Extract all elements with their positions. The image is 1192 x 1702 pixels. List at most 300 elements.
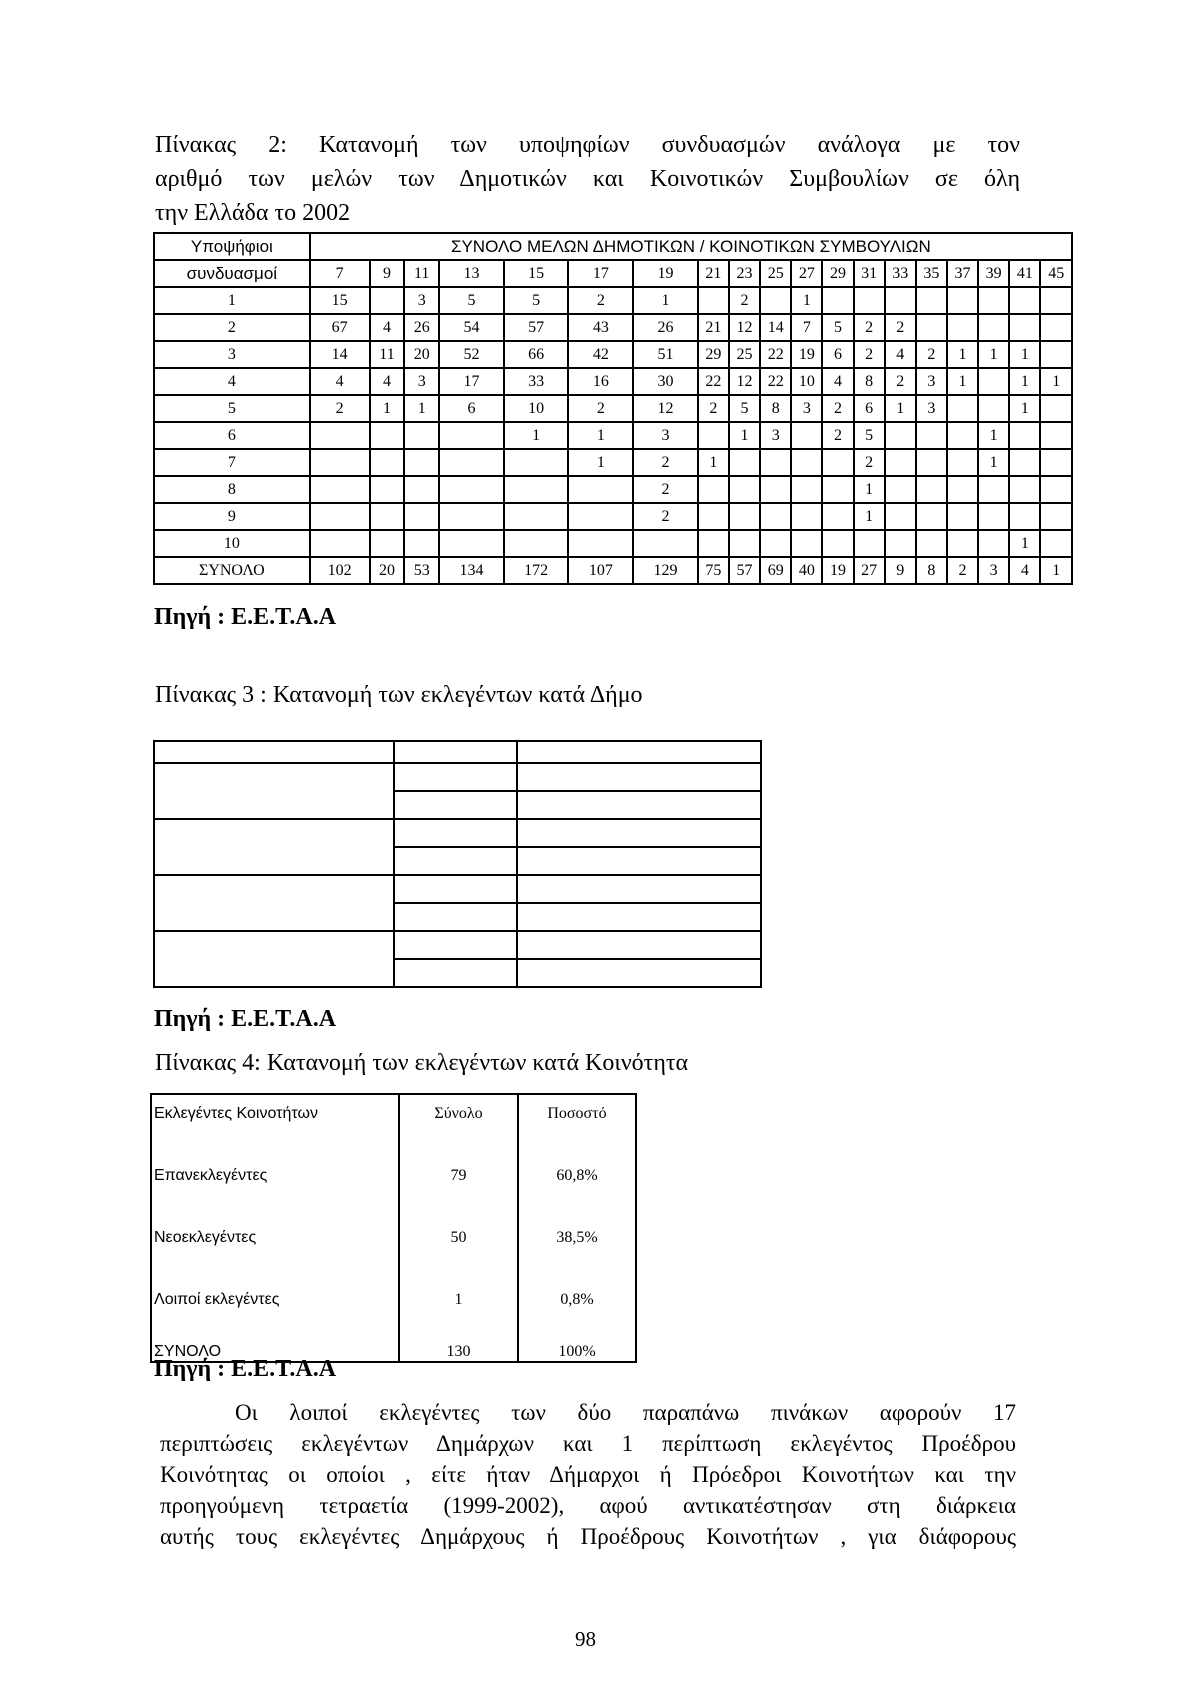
table-cell: 4 — [1009, 557, 1040, 584]
column-header: 11 — [404, 260, 439, 287]
table-row — [154, 557, 1072, 584]
table-cell: 1 — [504, 422, 569, 449]
table-cell — [978, 476, 1009, 503]
table-row — [154, 530, 1072, 557]
table-cell: 14 — [310, 341, 370, 368]
table-cell: 1 — [1040, 557, 1072, 584]
table-cell: 2 — [947, 557, 978, 584]
table-cell: 12 — [729, 314, 760, 341]
table-cell — [1009, 314, 1040, 341]
column-header: 19 — [633, 260, 698, 287]
table-cell: 5 — [439, 287, 504, 314]
table-cell — [439, 422, 504, 449]
table-cell: 4 — [822, 368, 853, 395]
table-row — [154, 368, 1072, 395]
table-cell: 1 — [1040, 368, 1072, 395]
table-cell: 1 — [1009, 395, 1040, 422]
table-cell — [1040, 530, 1072, 557]
table-cell: 3 — [760, 422, 791, 449]
table-cell — [791, 476, 822, 503]
table-cell: 6 — [439, 395, 504, 422]
table-cell: 172 — [504, 557, 569, 584]
table4-cell: 60,8% — [518, 1123, 636, 1185]
table-cell — [439, 503, 504, 530]
table-cell: 3 — [916, 395, 947, 422]
row-header-bottom: συνδυασμοί — [154, 260, 310, 287]
table-cell: 75 — [698, 557, 729, 584]
table2-source: Πηγή : Ε.Ε.Τ.Α.Α — [154, 604, 337, 630]
table-cell — [404, 449, 439, 476]
table-cell — [568, 503, 633, 530]
table-cell — [729, 530, 760, 557]
table-cell — [885, 476, 916, 503]
table-cell: 20 — [404, 341, 439, 368]
row-label: 3 — [154, 341, 310, 368]
table-cell: 57 — [504, 314, 569, 341]
table-cell — [1009, 476, 1040, 503]
table-cell — [633, 530, 698, 557]
table-cell — [370, 449, 405, 476]
table4-cell: Λοιποί εκλεγέντες — [151, 1247, 399, 1309]
table-cell — [1040, 341, 1072, 368]
table-cell — [698, 503, 729, 530]
table-cell — [310, 449, 370, 476]
table-cell — [568, 530, 633, 557]
column-header: 41 — [1009, 260, 1040, 287]
table-cell — [394, 819, 517, 847]
table-cell — [154, 819, 394, 875]
column-header: 33 — [885, 260, 916, 287]
column-header: 39 — [978, 260, 1009, 287]
table-cell — [916, 314, 947, 341]
table4 — [150, 1093, 637, 1363]
table-cell: 1 — [568, 422, 633, 449]
table-cell: 3 — [633, 422, 698, 449]
table-cell — [978, 395, 1009, 422]
table-cell — [504, 530, 569, 557]
table-cell — [370, 422, 405, 449]
table-cell — [1040, 476, 1072, 503]
table-cell: 2 — [698, 395, 729, 422]
table-cell: 3 — [916, 368, 947, 395]
table-cell — [1040, 395, 1072, 422]
table-cell — [370, 503, 405, 530]
table-cell: 2 — [854, 314, 885, 341]
table-cell: 3 — [404, 287, 439, 314]
table-cell — [760, 530, 791, 557]
table-cell: 51 — [633, 341, 698, 368]
table-cell — [978, 368, 1009, 395]
table-cell: 1 — [568, 449, 633, 476]
table-cell: 4 — [310, 368, 370, 395]
table-cell — [760, 503, 791, 530]
table-cell: 8 — [854, 368, 885, 395]
table4-cell: 50 — [399, 1185, 518, 1247]
row-label: 8 — [154, 476, 310, 503]
table-cell: 66 — [504, 341, 569, 368]
table-cell — [947, 314, 978, 341]
table2-caption — [155, 128, 1020, 230]
table-cell: 19 — [791, 341, 822, 368]
table-cell: 2 — [854, 449, 885, 476]
column-header: 37 — [947, 260, 978, 287]
table-cell — [439, 476, 504, 503]
table-cell — [504, 503, 569, 530]
table-cell: 1 — [633, 287, 698, 314]
table-cell: 6 — [822, 341, 853, 368]
table-cell — [760, 476, 791, 503]
table-cell — [404, 476, 439, 503]
table-cell: 22 — [698, 368, 729, 395]
table-cell: 69 — [760, 557, 791, 584]
table-cell: 3 — [978, 557, 1009, 584]
table4-header: Σύνολο — [399, 1094, 518, 1123]
table-cell — [504, 449, 569, 476]
table-cell: 30 — [633, 368, 698, 395]
column-header: 27 — [791, 260, 822, 287]
table-cell: 2 — [568, 287, 633, 314]
page-number: 98 — [575, 1627, 596, 1651]
table-cell: 54 — [439, 314, 504, 341]
table-cell: 17 — [439, 368, 504, 395]
table-cell — [947, 530, 978, 557]
column-header: 31 — [854, 260, 885, 287]
column-header: 15 — [504, 260, 569, 287]
table-cell — [154, 931, 394, 987]
table-cell: 26 — [404, 314, 439, 341]
table-cell — [394, 741, 517, 763]
table-cell: 12 — [633, 395, 698, 422]
table-cell: 12 — [729, 368, 760, 395]
table-row — [154, 287, 1072, 314]
table-cell — [517, 763, 761, 791]
table-cell: 2 — [854, 341, 885, 368]
table3 — [153, 740, 762, 988]
table-cell — [916, 530, 947, 557]
paragraph-line: αυτής τους εκλεγέντες Δημάρχους ή Προέδρους Κοινοτήτων , για διάφορους — [160, 1524, 1016, 1549]
table-cell — [394, 791, 517, 819]
table-row — [154, 503, 1072, 530]
table4-cell: Επανεκλεγέντες — [151, 1123, 399, 1185]
table-cell — [404, 503, 439, 530]
table-cell — [760, 449, 791, 476]
table-cell: 1 — [854, 476, 885, 503]
table-cell: 4 — [370, 368, 405, 395]
table-cell: 134 — [439, 557, 504, 584]
table-cell: 1 — [854, 503, 885, 530]
table-cell — [310, 476, 370, 503]
table-cell: 2 — [885, 314, 916, 341]
table-cell — [1009, 422, 1040, 449]
row-label: 2 — [154, 314, 310, 341]
table-cell — [978, 287, 1009, 314]
table-cell: 53 — [404, 557, 439, 584]
table-row — [154, 449, 1072, 476]
table-cell: 11 — [370, 341, 405, 368]
table-cell — [517, 959, 761, 987]
table-cell — [822, 476, 853, 503]
table-cell — [885, 422, 916, 449]
table-cell — [916, 287, 947, 314]
column-header: 35 — [916, 260, 947, 287]
table-cell: 2 — [885, 368, 916, 395]
table2 — [153, 232, 1073, 585]
table-cell: 14 — [760, 314, 791, 341]
table-cell: 1 — [978, 449, 1009, 476]
table-row — [154, 314, 1072, 341]
table4-cell: Νεοεκλεγέντες — [151, 1185, 399, 1247]
table-cell: 1 — [370, 395, 405, 422]
table-cell — [154, 875, 394, 931]
table-cell: 2 — [633, 449, 698, 476]
table-cell — [791, 503, 822, 530]
column-header: 23 — [729, 260, 760, 287]
table-cell: 5 — [729, 395, 760, 422]
row-label: 5 — [154, 395, 310, 422]
table-cell: 33 — [504, 368, 569, 395]
column-header: 45 — [1040, 260, 1072, 287]
table3-source: Πηγή : Ε.Ε.Τ.Α.Α — [154, 1006, 337, 1032]
table4-header: Ποσοστό — [518, 1094, 636, 1123]
table-cell — [791, 449, 822, 476]
table-cell — [370, 476, 405, 503]
table-cell: 21 — [698, 314, 729, 341]
table-cell — [885, 530, 916, 557]
table-cell: 3 — [404, 368, 439, 395]
table4-cell: 1 — [399, 1247, 518, 1309]
table-cell: 1 — [404, 395, 439, 422]
paragraph-line: προηγούμενη τετραετία (1999-2002), αφού αντικατέστησαν στη διάρκεια — [160, 1493, 1016, 1518]
table-cell — [978, 530, 1009, 557]
table-cell — [1040, 287, 1072, 314]
table-cell: 22 — [760, 368, 791, 395]
table-cell — [154, 763, 394, 819]
table-cell: 19 — [822, 557, 853, 584]
table-cell: 8 — [760, 395, 791, 422]
table-cell — [916, 476, 947, 503]
table-cell: 1 — [1009, 368, 1040, 395]
table-cell — [517, 931, 761, 959]
table-cell — [698, 476, 729, 503]
table-cell: 3 — [791, 395, 822, 422]
table-cell — [394, 959, 517, 987]
caption-line: Πίνακας 2: Κατανομή των υποψηφίων συνδυασμών ανάλογα με τον — [155, 132, 1020, 158]
table-cell — [394, 763, 517, 791]
table-cell: 2 — [729, 287, 760, 314]
table4-cell: 79 — [399, 1123, 518, 1185]
table-cell — [947, 503, 978, 530]
table-cell: 25 — [729, 341, 760, 368]
table-cell: 67 — [310, 314, 370, 341]
table-cell: 6 — [854, 395, 885, 422]
table-cell: 1 — [791, 287, 822, 314]
table-cell — [517, 903, 761, 931]
table-cell: 129 — [633, 557, 698, 584]
table-cell: 4 — [885, 341, 916, 368]
table-cell: 5 — [822, 314, 853, 341]
table-cell — [310, 422, 370, 449]
column-header: 29 — [822, 260, 853, 287]
table-cell — [978, 503, 1009, 530]
table-cell — [916, 422, 947, 449]
table-cell — [698, 287, 729, 314]
table-cell — [947, 449, 978, 476]
table-cell: 2 — [916, 341, 947, 368]
column-header: 17 — [568, 260, 633, 287]
table-cell: 52 — [439, 341, 504, 368]
table-cell: 2 — [822, 422, 853, 449]
group-header: ΣΥΝΟΛΟ ΜΕΛΩΝ ΔΗΜΟΤΙΚΩΝ / ΚΟΙΝΟΤΙΚΩΝ ΣΥΜΒΟΥΛΙΩΝ — [310, 233, 1072, 260]
table-cell: 1 — [947, 368, 978, 395]
table-cell — [822, 449, 853, 476]
table-cell: 16 — [568, 368, 633, 395]
table-cell — [1009, 449, 1040, 476]
table-cell — [1009, 287, 1040, 314]
table-cell — [822, 530, 853, 557]
table4-source: Πηγή : Ε.Ε.Τ.Α.Α — [154, 1356, 337, 1382]
table-cell — [916, 503, 947, 530]
table-cell — [947, 395, 978, 422]
table-cell: 2 — [568, 395, 633, 422]
column-header: 9 — [370, 260, 405, 287]
table-row — [154, 476, 1072, 503]
table-cell — [504, 476, 569, 503]
row-label: 1 — [154, 287, 310, 314]
table-cell: 102 — [310, 557, 370, 584]
table-cell: 2 — [822, 395, 853, 422]
table-cell: 1 — [978, 341, 1009, 368]
table-cell: 42 — [568, 341, 633, 368]
table-cell — [885, 449, 916, 476]
table4-cell: 100% — [518, 1309, 636, 1362]
table-cell — [394, 847, 517, 875]
table-cell — [822, 287, 853, 314]
table4-header: Εκλεγέντες Κοινοτήτων — [151, 1094, 399, 1123]
table-cell — [568, 476, 633, 503]
table-cell — [791, 530, 822, 557]
table-cell: 1 — [978, 422, 1009, 449]
caption-line: αριθμό των μελών των Δημοτικών και Κοινοτικών Συμβουλίων σε όλη — [155, 166, 1020, 192]
row-label: 10 — [154, 530, 310, 557]
table-cell — [370, 530, 405, 557]
column-header: 7 — [310, 260, 370, 287]
table-cell: 1 — [729, 422, 760, 449]
table-cell — [394, 903, 517, 931]
table-cell — [310, 503, 370, 530]
table-cell — [1009, 503, 1040, 530]
table4-cell: 130 — [399, 1309, 518, 1362]
paragraph-line: περιπτώσεις εκλεγέντων Δημάρχων και 1 περίπτωση εκλεγέντος Προέδρου — [160, 1431, 1016, 1456]
table-cell — [698, 530, 729, 557]
row-label: 6 — [154, 422, 310, 449]
table-cell — [394, 875, 517, 903]
table3-caption: Πίνακας 3 : Κατανομή των εκλεγέντων κατά Δήμο — [155, 682, 643, 708]
table-cell: 107 — [568, 557, 633, 584]
table-cell: 2 — [310, 395, 370, 422]
table-cell — [1040, 422, 1072, 449]
row-label: ΣΥΝΟΛΟ — [154, 557, 310, 584]
row-label: 7 — [154, 449, 310, 476]
table-cell: 1 — [1009, 530, 1040, 557]
table-cell: 15 — [310, 287, 370, 314]
table-cell — [791, 422, 822, 449]
table-cell: 20 — [370, 557, 405, 584]
table-cell: 5 — [504, 287, 569, 314]
table-cell: 57 — [729, 557, 760, 584]
table-cell — [1040, 314, 1072, 341]
table-cell — [517, 791, 761, 819]
table-cell — [760, 287, 791, 314]
column-header: 21 — [698, 260, 729, 287]
paragraph-line: Οι λοιποί εκλεγέντες των δύο παραπάνω πινάκων αφορούν 17 — [235, 1400, 1016, 1425]
table-cell: 22 — [760, 341, 791, 368]
table4-cell: 38,5% — [518, 1185, 636, 1247]
table-cell — [729, 503, 760, 530]
column-header: 25 — [760, 260, 791, 287]
table-cell: 1 — [698, 449, 729, 476]
table-cell — [404, 422, 439, 449]
table-cell: 5 — [854, 422, 885, 449]
table-cell: 40 — [791, 557, 822, 584]
table-cell: 7 — [791, 314, 822, 341]
table-cell — [439, 449, 504, 476]
table-cell: 26 — [633, 314, 698, 341]
table-row — [154, 341, 1072, 368]
table-cell — [1040, 449, 1072, 476]
table-cell: 10 — [791, 368, 822, 395]
caption-line: την Ελλάδα το 2002 — [155, 200, 351, 226]
column-header: 13 — [439, 260, 504, 287]
table-cell — [517, 875, 761, 903]
table-cell — [947, 287, 978, 314]
table4-caption: Πίνακας 4: Κατανομή των εκλεγέντων κατά Κοινότητα — [155, 1050, 689, 1076]
table-cell — [885, 287, 916, 314]
table-cell — [947, 476, 978, 503]
table-cell — [370, 287, 405, 314]
table4-cell: 0,8% — [518, 1247, 636, 1309]
table-cell — [916, 449, 947, 476]
table-cell — [1040, 503, 1072, 530]
table-cell — [394, 931, 517, 959]
table-cell: 9 — [885, 557, 916, 584]
table-cell: 2 — [633, 476, 698, 503]
table-cell — [404, 530, 439, 557]
table-cell — [517, 847, 761, 875]
table-cell — [698, 422, 729, 449]
paragraph-line: Κοινότητας οι οποίοι , είτε ήταν Δήμαρχοι ή Πρόεδροι Κοινοτήτων και την — [160, 1462, 1016, 1487]
table-cell: 2 — [633, 503, 698, 530]
row-header-top: Υποψήφιοι — [154, 233, 310, 260]
table-cell: 27 — [854, 557, 885, 584]
table4-cell: ΣΥΝΟΛΟ — [151, 1309, 399, 1362]
table-cell: 43 — [568, 314, 633, 341]
table-cell — [978, 314, 1009, 341]
table-cell — [154, 741, 394, 763]
table-cell: 1 — [885, 395, 916, 422]
table-cell — [947, 422, 978, 449]
row-label: 4 — [154, 368, 310, 395]
table-cell: 1 — [1009, 341, 1040, 368]
table-cell — [517, 741, 761, 763]
body-paragraph — [160, 1397, 1016, 1552]
table-cell — [517, 819, 761, 847]
table-cell — [822, 503, 853, 530]
table-cell: 10 — [504, 395, 569, 422]
table-cell — [885, 503, 916, 530]
table-cell — [854, 287, 885, 314]
table-cell — [854, 530, 885, 557]
table-cell: 4 — [370, 314, 405, 341]
